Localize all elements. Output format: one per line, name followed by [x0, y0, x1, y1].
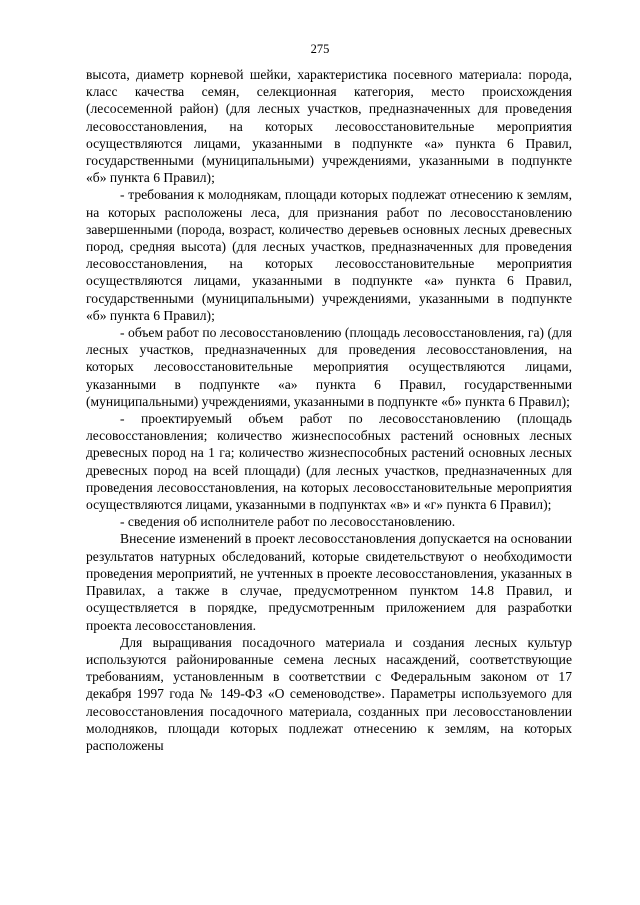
document-body — [86, 66, 572, 754]
page-number: 275 — [310, 42, 330, 56]
paragraph-contractor-info: - сведения об исполнителе работ по лесовосстановлению. — [120, 514, 456, 530]
paragraph-young-stands-requirements: - требования к молоднякам, площади которых подлежат отнесению к землям, на которых расположены леса, для признания работ по лесовосстановлению завершенными (порода, возраст, количество деревьев основных лесных древесных пород, средняя высота) (для лесных участков, предназначенных для проведения лесовосстановления, на которых лесовосстановительные мероприятия осуществляются лицами, указанными в подпункте «а» пункта 6 Правил, государственными (муниципальными) учреждениями, указанными в подпункте «б» пункта 6 Правил); — [86, 187, 572, 323]
paragraph-planting-material-characteristics: высота, диаметр корневой шейки, характеристика посевного материала: порода, класс качества семян, селекционная категория, место происхождения (лесосеменной район) (для лесных участков, предназначенных для проведения лесовосстановления, на которых лесовосстановительные мероприятия осуществляются лицами, указанными в подпункте «а» пункта 6 Правил, государственными (муниципальными) учреждениями, указанными в подпункте «б» пункта 6 Правил); — [86, 67, 572, 186]
paragraph-seed-requirements: Для выращивания посадочного материала и создания лесных культур используются районированные семена лесных насаждений, соответствующие требованиям, установленным в соответствии с Федеральным законом от 17 декабря 1997 года № 149-ФЗ «О семеноводстве». Параметры используемого для лесовосстановления посадочного материала, созданных при лесовосстановлении молодняков, площади которых подлежат отнесению к землям, на которых расположены — [86, 634, 572, 753]
paragraph-reforestation-work-volume: - объем работ по лесовосстановлению (площадь лесовосстановления, га) (для лесных участков, предназначенных для проведения лесовосстановления, на которых лесовосстановительные мероприятия осуществляются лицами, указанными в подпункте «а» пункта 6 Правил, государственными (муниципальными) учреждениями, указанными в подпункте «б» пункта 6 Правил); — [86, 325, 572, 409]
paragraph-project-amendments: Внесение изменений в проект лесовосстановления допускается на основании результатов натурных обследований, которые свидетельствуют о необходимости проведения мероприятий, не учтенных в проекте лесовосстановления, указанных в Правилах, а также в случае, предусмотренном пунктом 14.8 Правил, и осуществляется в порядке, предусмотренным приложением для разработки проекта лесовосстановления. — [86, 531, 572, 633]
paragraph-projected-work-volume: - проектируемый объем работ по лесовосстановлению (площадь лесовосстановления; количество жизнеспособных растений основных лесных древесных пород на 1 га; количество жизнеспособных растений основных лесных древесных пород на всей площади) (для лесных участков, предназначенных для проведения лесовосстановления, на которых лесовосстановительные мероприятия осуществляются лицами, указанными в подпунктах «в» и «г» пункта 6 Правил); — [86, 411, 572, 513]
